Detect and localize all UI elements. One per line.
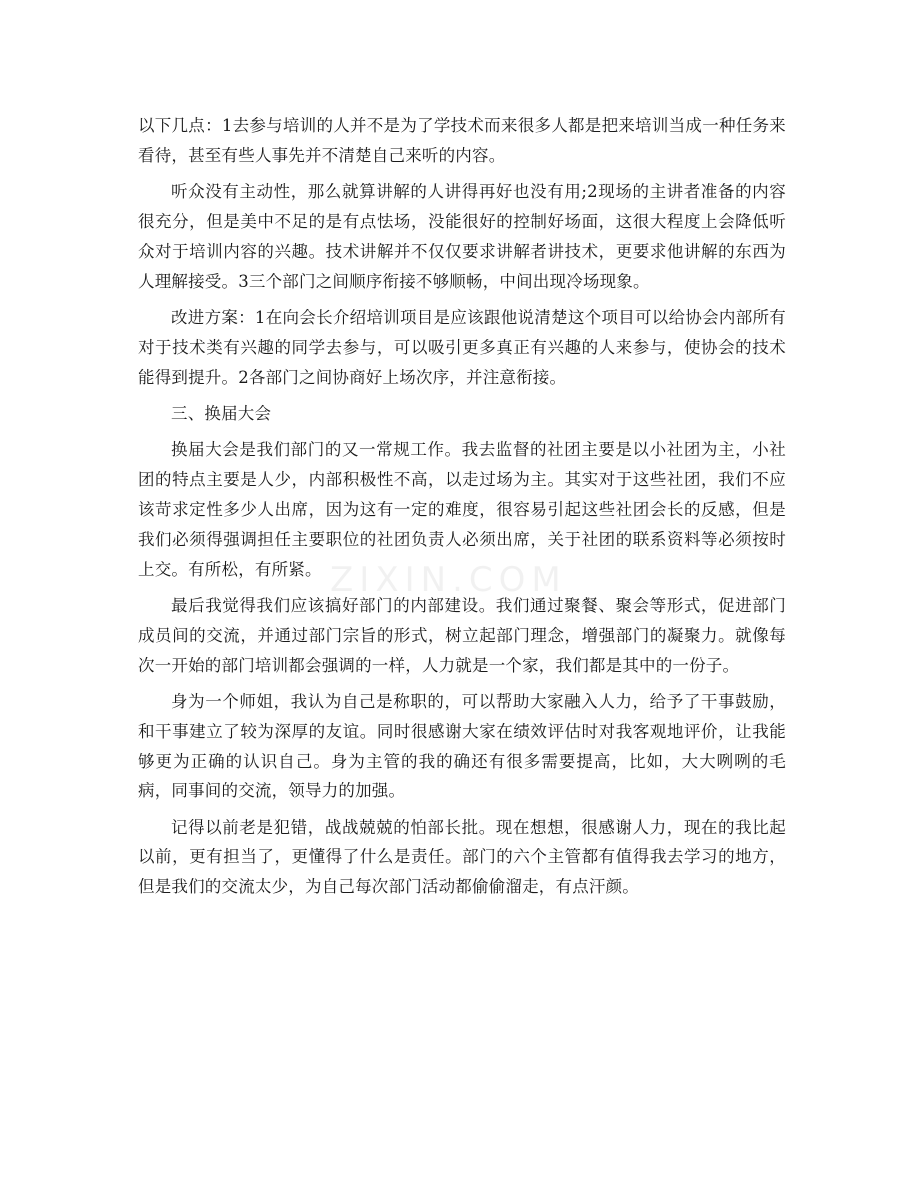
paragraph-7: 记得以前老是犯错，战战兢兢的怕部长批。现在想想，很感谢人力，现在的我比起以前，更有担当了，更懂得了什么是责任。部门的六个主管都有值得我去学习的地方，但是我们的交流太少，为自己每次部门活动都偷偷溜走，有点汗颜。 (138, 817, 786, 897)
paragraph-1: 以下几点：1去参与培训的人并不是为了学技术而来很多人都是把来培训当成一种任务来看待，甚至有些人事先并不清楚自己来听的内容。 (138, 116, 786, 165)
paragraph-2: 听众没有主动性，那么就算讲解的人讲得再好也没有用;2现场的主讲者准备的内容很充分，但是美中不足的是有点怯场，没能很好的控制好场面，这很大程度上会降低听众对于培训内容的兴趣。技术讲解并不仅仅要求讲解者讲技术，更要求他讲解的东西为人理解接受。3三个部门之间顺序衔接不够顺畅，中间出现冷场现象。 (138, 182, 786, 291)
paragraph-6: 身为一个师姐，我认为自己是称职的，可以帮助大家融入人力，给予了干事鼓励，和干事建立了较为深厚的友谊。同时很感谢大家在绩效评估时对我客观地评价，让我能够更为正确的认识自己。身为主管的我的确还有很多需要提高，比如，大大咧咧的毛病，同事间的交流，领导力的加强。 (138, 691, 786, 801)
document-body (138, 111, 786, 909)
watermark: ZIXIN.COM (330, 560, 567, 600)
paragraph-5: 最后我觉得我们应该搞好部门的内部建设。我们通过聚餐、聚会等形式，促进部门成员间的交流，并通过部门宗旨的形式，树立起部门理念，增强部门的凝聚力。就像每次一开始的部门培训都会强调的一样，人力就是一个家，我们都是其中的一份子。 (138, 595, 786, 675)
paragraph-3: 改进方案：1在向会长介绍培训项目是应该跟他说清楚这个项目可以给协会内部所有对于技术类有兴趣的同学去参与，可以吸引更多真正有兴趣的人来参与，使协会的技术能得到提升。2各部门之间协商好上场次序，并注意衔接。 (138, 307, 786, 387)
paragraph-4: 换届大会是我们部门的又一常规工作。我去监督的社团主要是以小社团为主，小社团的特点主要是人少，内部积极性不高，以走过场为主。其实对于这些社团，我们不应该苛求定性多少人出席，因为这有一定的难度，很容易引起这些社团会长的反感，但是我们必须得强调担任主要职位的社团负责人必须出席，关于社团的联系资料等必须按时上交。有所松，有所紧。 (138, 440, 786, 579)
section-heading: 三、换届大会 (171, 403, 272, 423)
